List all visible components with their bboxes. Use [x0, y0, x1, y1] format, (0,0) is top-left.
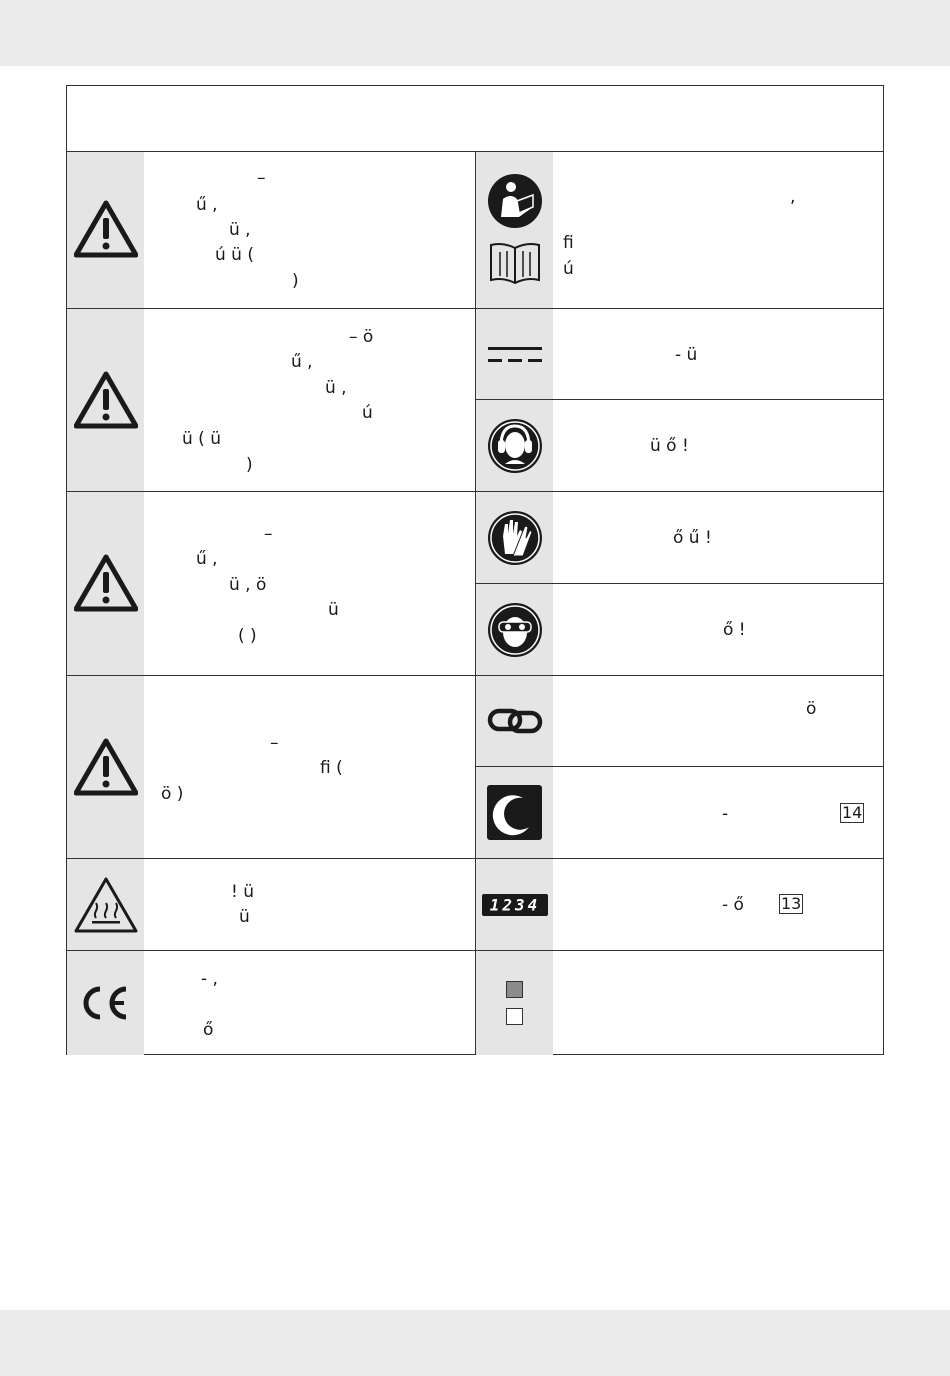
filled-indicator-square	[506, 981, 523, 998]
cell-text: - ő	[722, 895, 744, 915]
cell-text: ú	[563, 259, 574, 279]
warning-triangle-icon	[74, 371, 138, 429]
cell-text: ü ő !	[650, 436, 689, 456]
cell-text: –	[270, 733, 279, 753]
cell-text: ü , ö	[229, 575, 267, 595]
cell-text: ő ű !	[673, 528, 712, 548]
row-divider	[66, 308, 884, 309]
cell-text: ü	[328, 600, 339, 620]
empty-indicator-square	[506, 1008, 523, 1025]
display-digits: 1234	[489, 895, 541, 915]
header-divider	[66, 151, 884, 152]
cell-text: ú ü (	[215, 245, 254, 265]
cell-text: ! ü	[231, 882, 254, 902]
crescent-display-icon	[487, 785, 542, 840]
row-divider	[66, 858, 884, 859]
cell-text: - ü	[675, 345, 698, 365]
row-divider	[66, 675, 884, 676]
chain-link-icon	[487, 706, 543, 736]
eye-protection-icon	[487, 602, 543, 658]
cell-text: ű ,	[196, 549, 218, 569]
cell-text: ü ,	[229, 220, 251, 240]
ce-mark-icon	[79, 984, 131, 1022]
warning-triangle-icon	[74, 554, 138, 612]
warning-triangle-icon	[74, 738, 138, 796]
cell-text: ö	[806, 699, 817, 719]
cell-text: ( )	[238, 626, 257, 646]
cell-text: –	[257, 168, 266, 188]
digital-display-icon	[482, 894, 548, 916]
read-manual-icon	[487, 173, 543, 229]
reference-number-badge: 13	[781, 894, 802, 913]
column-divider	[475, 152, 476, 1055]
page-top-band	[0, 0, 950, 66]
cell-text: ő !	[723, 620, 746, 640]
cell-text: ű ,	[291, 352, 313, 372]
open-book-icon	[487, 240, 543, 286]
cell-text: ü	[239, 907, 250, 927]
row-divider	[66, 491, 884, 492]
cell-text: )	[246, 455, 253, 475]
cell-text: ü ,	[325, 378, 347, 398]
direct-current-icon	[487, 344, 543, 366]
cell-text: ö )	[161, 784, 184, 804]
cell-text: - ,	[201, 969, 218, 989]
cell-text: ü ( ü	[182, 429, 221, 449]
row-divider	[476, 583, 884, 584]
cell-text: –	[264, 524, 273, 544]
cell-text: ű ,	[196, 195, 218, 215]
reference-number-badge: 14	[842, 803, 863, 822]
cell-text: ﬁ	[563, 233, 574, 253]
page-bottom-band	[0, 1310, 950, 1376]
cell-text: ú	[362, 403, 373, 423]
cell-text: ,	[790, 187, 796, 207]
protective-gloves-icon	[487, 510, 543, 566]
row-divider	[476, 399, 884, 400]
cell-text: – ö	[349, 327, 374, 347]
cell-text: ő	[203, 1020, 214, 1040]
hearing-protection-icon	[487, 418, 543, 474]
warning-triangle-icon	[74, 200, 138, 258]
cell-text: -	[722, 804, 729, 824]
cell-text: )	[292, 271, 299, 291]
row-divider	[66, 950, 884, 951]
cell-text: ﬁ (	[320, 758, 343, 778]
row-divider	[476, 766, 884, 767]
hot-surface-icon	[74, 876, 138, 934]
